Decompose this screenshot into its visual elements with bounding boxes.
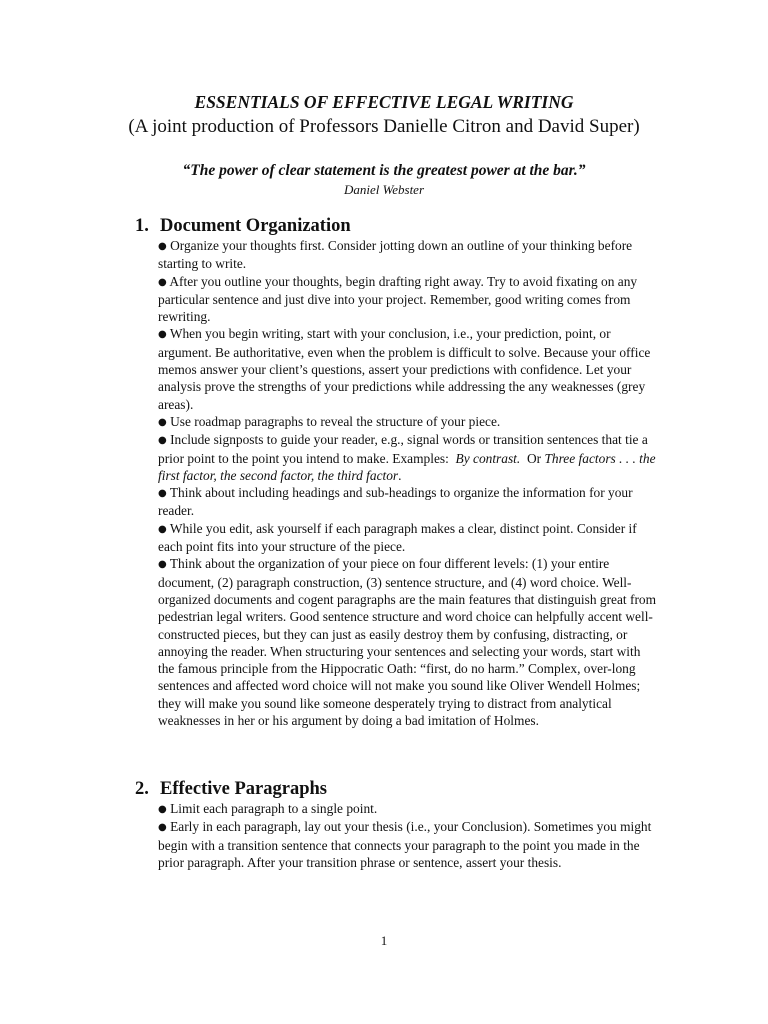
- document-subtitle: (A joint production of Professors Danielle Citron and David Super): [128, 116, 640, 137]
- document-title: ESSENTIALS OF EFFECTIVE LEGAL WRITING: [194, 92, 574, 112]
- list-item-text: Include signposts to guide your reader, e.g., signal words or transition sentences that tie a prior point to the point you intend to make. Examples:: [158, 432, 648, 466]
- bullet-icon: ●: [158, 523, 167, 535]
- list-item: [158, 818, 658, 871]
- section-heading-document-organization: [135, 215, 351, 237]
- list-item: [158, 273, 658, 326]
- list-item-text: Think about including headings and sub-headings to organize the information for your reader.: [158, 485, 633, 519]
- epigraph-quote: “The power of clear statement is the greatest power at the bar.”: [182, 162, 586, 179]
- list-item-text: Think about the organization of your piece on four different levels: (1) your entire document, (2) paragraph construction, (3) sentence structure, and (4) word choice. Well-organized documents and cogent paragraphs are the main features that distinguish great from pedestrian legal writers. Good sentence structure and word choice can helpfully accent well-constructed pieces, but they can just as easily destroy them by confusing, distracting, or annoying the reader. When structuring your sentences and selecting your words, start with the famous principle from the Hippocratic Oath: “first, do no harm.” Complex, over-long sentences and affected word choice will not make you sound like Oliver Wendell Holmes; they will make you sound like someone desperately trying to distract from analytical weaknesses in her or his argument by doing a bad imitation of Holmes.: [158, 556, 657, 729]
- section-body-document-organization: [158, 237, 658, 729]
- bullet-icon: ●: [158, 822, 167, 834]
- list-item: [158, 520, 658, 556]
- example-three-factors: Three factors . . . the first factor, the second factor, the third factor: [158, 450, 656, 483]
- section-title: Document Organization: [160, 216, 351, 236]
- list-item-text: Early in each paragraph, lay out your thesis (i.e., your Conclusion). Sometimes you might begin with a transition sentence that connects your paragraph to the point you made in the prior paragraph. After your transition phrase or sentence, assert your thesis.: [158, 819, 652, 870]
- list-item: [158, 413, 658, 431]
- bullet-icon: ●: [158, 804, 167, 815]
- list-item: [158, 800, 658, 818]
- example-by-contrast: By contrast.: [455, 450, 521, 466]
- bullet-icon: ●: [158, 241, 167, 252]
- section-heading-effective-paragraphs: [135, 778, 327, 800]
- list-item: [158, 431, 658, 484]
- list-item: [158, 237, 658, 273]
- bullet-icon: ●: [158, 559, 167, 571]
- page-number: 1: [380, 933, 388, 948]
- list-item-text: Organize your thoughts first. Consider jotting down an outline of your thinking before starting to write.: [158, 238, 633, 272]
- list-item: [158, 325, 658, 412]
- bullet-icon: ●: [158, 329, 167, 341]
- bullet-icon: ●: [158, 435, 167, 447]
- list-item-end: .: [398, 467, 402, 483]
- section-title: Effective Paragraphs: [160, 779, 327, 799]
- list-item: [158, 484, 658, 520]
- or-word: Or: [526, 450, 542, 466]
- list-item-text: When you begin writing, start with your conclusion, i.e., your prediction, point, or argument. Be authoritative, even when the problem is difficult to solve. Because your office memos answer your client’s questions, assert your predictions with confidence. Let your analysis prove the strengths of your predictions while addressing the any weaknesses (grey areas).: [158, 326, 651, 412]
- section-body-effective-paragraphs: [158, 800, 658, 871]
- epigraph-author: Daniel Webster: [343, 182, 425, 197]
- list-item-text: Use roadmap paragraphs to reveal the structure of your piece.: [170, 413, 501, 429]
- bullet-icon: ●: [158, 488, 167, 500]
- bullet-icon: ●: [158, 416, 167, 428]
- list-item: [158, 555, 658, 729]
- list-item-text: Limit each paragraph to a single point.: [170, 801, 378, 816]
- section-number: 2.: [135, 779, 149, 799]
- section-number: 1.: [135, 216, 149, 236]
- list-item-text: After you outline your thoughts, begin drafting right away. Try to avoid fixating on any particular sentence and just dive into your project. Remember, good writing comes from rewriting.: [158, 273, 638, 325]
- list-item-text: While you edit, ask yourself if each paragraph makes a clear, distinct point. Consider if each point fits into your structure of the piece.: [158, 520, 637, 555]
- bullet-icon: ●: [158, 276, 167, 288]
